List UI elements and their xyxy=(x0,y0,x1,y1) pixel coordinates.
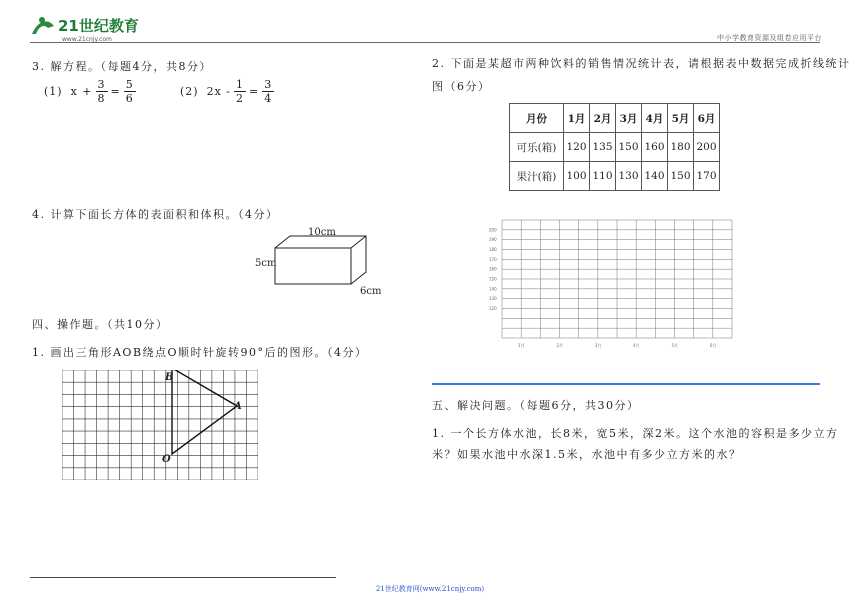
footer-divider xyxy=(30,577,336,578)
eq1-frac2-num: 5 xyxy=(125,78,134,91)
eq1-frac1-num: 3 xyxy=(97,78,106,91)
logo-url: www.21cnjy.com xyxy=(62,36,112,43)
table-cell: 140 xyxy=(642,162,668,191)
chart-grid-x-label: 2月 xyxy=(556,343,564,348)
eq1-fraction-1 xyxy=(96,78,108,105)
table-cell: 可乐(箱) xyxy=(510,133,564,162)
section5-title: 五、解决问题。（每题6分，共30分） xyxy=(432,399,640,412)
table-cell: 150 xyxy=(668,162,694,191)
eq1-label: (1) xyxy=(44,85,63,98)
table-cell: 110 xyxy=(590,162,616,191)
eq2-frac2-den: 4 xyxy=(264,92,273,105)
table-header-cell: 2月 xyxy=(590,104,616,133)
q3-equation-2 xyxy=(180,78,277,105)
table-header-cell: 4月 xyxy=(642,104,668,133)
point-o-label: O xyxy=(162,454,171,465)
cuboid-length-label: 10cm xyxy=(308,227,336,238)
eq2-label: (2) xyxy=(180,85,199,98)
chart-grid-y-label: 200 xyxy=(489,227,497,233)
section-divider xyxy=(432,383,820,385)
eq1-fraction-2 xyxy=(124,78,136,105)
eq2-equals: = xyxy=(249,85,260,98)
chart-grid-x-label: 1月 xyxy=(518,343,525,348)
table-header-cell: 月份 xyxy=(510,104,564,133)
chart-grid-y-label: 170 xyxy=(489,256,497,262)
eq2-frac2-num: 3 xyxy=(264,78,273,91)
chart-grid-y-label: 180 xyxy=(489,247,497,252)
chart-grid-y-label: 120 xyxy=(489,306,497,311)
table-cell: 果汁(箱) xyxy=(510,162,564,191)
table-row xyxy=(510,162,720,191)
chart-grid-y-label: 190 xyxy=(489,237,497,243)
table-header-cell: 6月 xyxy=(694,104,720,133)
eq1-lhs: x + xyxy=(70,85,93,98)
table-cell: 100 xyxy=(564,162,590,191)
header-divider xyxy=(30,42,820,43)
logo-text: 21世纪教育 xyxy=(58,17,139,35)
table-row xyxy=(510,133,720,162)
eq1-frac2-den: 6 xyxy=(125,92,134,105)
chart-grid-x-label: 4月 xyxy=(633,343,640,348)
eq2-frac1-num: 1 xyxy=(236,78,245,91)
chart-grid-x-label: 5月 xyxy=(671,343,679,348)
table-header-cell: 3月 xyxy=(616,104,642,133)
cuboid-width-label: 6cm xyxy=(360,286,382,297)
q2-title-line2: 图（6分） xyxy=(432,80,491,93)
section4-title: 四、操作题。（共10分） xyxy=(32,318,169,331)
table-cell: 170 xyxy=(694,162,720,191)
site-logo xyxy=(28,12,143,44)
chart-grid-y-label: 160 xyxy=(489,266,497,272)
chart-grid-x-label: 3月 xyxy=(594,343,602,348)
point-b-label: B xyxy=(165,372,174,383)
table-cell: 160 xyxy=(642,133,668,162)
footer-text: 21世纪教育网(www.21cnjy.com) xyxy=(375,585,485,593)
eq2-fraction-1 xyxy=(234,78,246,105)
chart-grid-y-label: 140 xyxy=(489,286,497,292)
table-cell: 180 xyxy=(668,133,694,162)
section5-q1-line1: 1. 一个长方体水池，长8米，宽5米，深2米。这个水池的容积是多少立方 xyxy=(432,427,839,440)
q3-equation-1 xyxy=(44,78,139,105)
point-a-label: A xyxy=(234,401,242,412)
table-cell: 130 xyxy=(616,162,642,191)
q4-title: 4. 计算下面长方体的表面积和体积。（4分） xyxy=(32,208,279,221)
eq2-fraction-2 xyxy=(262,78,274,105)
table-header-row xyxy=(510,104,720,133)
cuboid-figure xyxy=(250,226,390,298)
q2-title-line1: 2. 下面是某超市两种饮料的销售情况统计表，请根据表中数据完成折线统计 xyxy=(432,57,851,70)
section5-q1-line2: 米？如果水池中水深1.5米，水池中有多少立方米的水？ xyxy=(432,448,742,461)
sales-table xyxy=(509,103,720,191)
eq2-frac1-den: 2 xyxy=(236,92,245,105)
eq1-frac1-den: 8 xyxy=(97,92,106,105)
table-header-cell: 5月 xyxy=(668,104,694,133)
cuboid-height-label: 5cm xyxy=(255,258,277,269)
chart-grid-y-label: 150 xyxy=(489,276,497,282)
table-cell: 150 xyxy=(616,133,642,162)
table-cell: 135 xyxy=(590,133,616,162)
table-cell: 120 xyxy=(564,133,590,162)
eq2-lhs: 2x - xyxy=(206,85,232,98)
header-platform-text: 中小学教育资源及组卷应用平台 xyxy=(717,34,822,42)
chart-grid-y-label: 130 xyxy=(489,296,497,302)
table-cell: 200 xyxy=(694,133,720,162)
table-header-cell: 1月 xyxy=(564,104,590,133)
q3-title: 3. 解方程。（每题4分，共8分） xyxy=(32,60,212,73)
eq1-equals: = xyxy=(110,85,121,98)
blank-line-chart-grid xyxy=(488,218,734,350)
chart-grid-x-label: 6月 xyxy=(709,343,717,348)
sales-table-wrapper xyxy=(509,103,720,191)
section4-q1-title: 1. 画出三角形AOB绕点O顺时针旋转90°后的图形。（4分） xyxy=(32,346,368,359)
rotation-grid xyxy=(62,370,258,480)
